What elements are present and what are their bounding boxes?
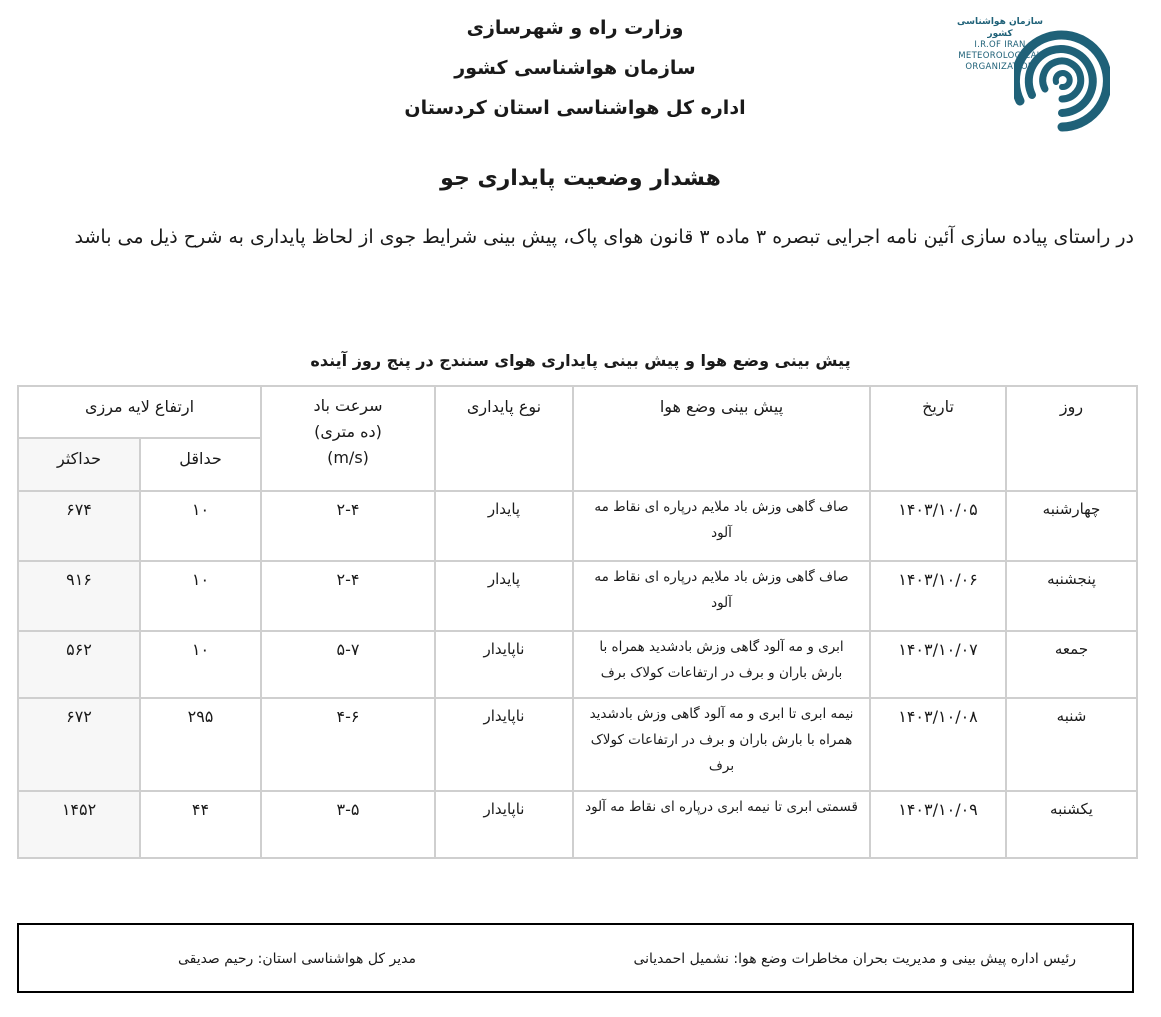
- cell-min-height: ۱۰: [140, 491, 261, 561]
- letterhead: [330, 8, 820, 128]
- office-name: اداره کل هواشناسی استان کردستان: [404, 97, 746, 119]
- table-row: [18, 791, 1137, 858]
- cell-stability: پایدار: [435, 561, 573, 631]
- column-header-forecast: پیش بینی وضع هوا: [573, 386, 870, 491]
- cell-stability: ناپایدار: [435, 631, 573, 698]
- cell-day: یکشنبه: [1006, 791, 1137, 858]
- document-title: هشدار وضعیت پایداری جو: [440, 166, 721, 191]
- wind-header-line-2: (ده متری): [314, 422, 382, 441]
- cell-forecast: صاف گاهی وزش باد ملایم درپاره ای نقاط مه آلود: [573, 561, 870, 631]
- cell-stability: ناپایدار: [435, 698, 573, 791]
- table-title: پیش بینی وضع هوا و پیش بینی پایداری هوای سنندج در پنج روز آینده: [310, 351, 851, 370]
- cell-day: چهارشنبه: [1006, 491, 1137, 561]
- cell-forecast: نیمه ابری تا ابری و مه آلود گاهی وزش بادشدید همراه با بارش باران و برف در ارتفاعات کولاک برف: [573, 698, 870, 791]
- logo-english-line-1: I.R.OF IRAN: [974, 40, 1026, 50]
- cell-date: ۱۴۰۳/۱۰/۰۹: [870, 791, 1006, 858]
- cell-date: ۱۴۰۳/۱۰/۰۵: [870, 491, 1006, 561]
- column-header-wind-speed: [261, 386, 435, 491]
- table-row: [18, 698, 1137, 791]
- cell-wind-speed: ۲-۴: [261, 561, 435, 631]
- wind-header-line-3: (m/s): [327, 448, 369, 467]
- signature-box: [17, 923, 1134, 993]
- column-header-date: تاریخ: [870, 386, 1006, 491]
- column-header-boundary-layer: ارتفاع لایه مرزی: [18, 386, 261, 438]
- column-header-stability: نوع پایداری: [435, 386, 573, 491]
- cell-forecast: قسمتی ابری تا نیمه ابری درپاره ای نقاط مه آلود: [573, 791, 870, 858]
- cell-day: جمعه: [1006, 631, 1137, 698]
- cell-wind-speed: ۴-۶: [261, 698, 435, 791]
- table-row: [18, 491, 1137, 561]
- cell-max-height: ۵۶۲: [18, 631, 140, 698]
- cell-forecast: ابری و مه آلود گاهی وزش بادشدید همراه با بارش باران و برف در ارتفاعات کولاک برف: [573, 631, 870, 698]
- forecast-table: [17, 385, 1138, 859]
- cell-date: ۱۴۰۳/۱۰/۰۶: [870, 561, 1006, 631]
- cell-stability: ناپایدار: [435, 791, 573, 858]
- cell-min-height: ۴۴: [140, 791, 261, 858]
- cell-forecast: صاف گاهی وزش باد ملایم درپاره ای نقاط مه آلود: [573, 491, 870, 561]
- header-row: [18, 386, 1137, 438]
- cell-min-height: ۲۹۵: [140, 698, 261, 791]
- table-row: [18, 631, 1137, 698]
- meteorological-organization-logo: [948, 10, 1113, 132]
- column-header-max: حداکثر: [18, 438, 140, 491]
- logo-persian-text: سازمان هواشناسی کشور: [956, 17, 1043, 39]
- table-row: [18, 561, 1137, 631]
- logo-english-line-3: ORGANIZATION: [965, 62, 1035, 72]
- logo-english-line-2: METEOROLOGICAL: [958, 51, 1042, 61]
- cell-stability: پایدار: [435, 491, 573, 561]
- cell-max-height: ۶۷۲: [18, 698, 140, 791]
- intro-paragraph: در راستای پیاده سازی آئین نامه اجرایی تبصره ۳ ماده ۳ قانون هوای پاک، پیش بینی شرایط جوی از لحاظ پایداری به شرح ذیل می باشد: [74, 226, 1134, 248]
- logo-swirl-icon: [1014, 13, 1110, 133]
- column-header-min: حداقل: [140, 438, 261, 491]
- forecast-head-signature: رئیس اداره پیش بینی و مدیریت بحران مخاطرات وضع هوا: نشمیل احمدیانی: [633, 951, 1076, 967]
- cell-min-height: ۱۰: [140, 631, 261, 698]
- column-header-day: روز: [1006, 386, 1137, 491]
- cell-wind-speed: ۲-۴: [261, 491, 435, 561]
- wind-header-line-1: سرعت باد: [313, 396, 383, 415]
- cell-wind-speed: ۳-۵: [261, 791, 435, 858]
- director-signature: مدیر کل هواشناسی استان: رحیم صدیقی: [177, 951, 416, 967]
- cell-min-height: ۱۰: [140, 561, 261, 631]
- cell-wind-speed: ۵-۷: [261, 631, 435, 698]
- cell-day: پنجشنبه: [1006, 561, 1137, 631]
- cell-day: شنبه: [1006, 698, 1137, 791]
- cell-date: ۱۴۰۳/۱۰/۰۸: [870, 698, 1006, 791]
- cell-max-height: ۶۷۴: [18, 491, 140, 561]
- cell-max-height: ۹۱۶: [18, 561, 140, 631]
- organization-name: سازمان هواشناسی کشور: [454, 57, 696, 79]
- cell-date: ۱۴۰۳/۱۰/۰۷: [870, 631, 1006, 698]
- ministry-name: وزارت راه و شهرسازی: [466, 17, 684, 39]
- cell-max-height: ۱۴۵۲: [18, 791, 140, 858]
